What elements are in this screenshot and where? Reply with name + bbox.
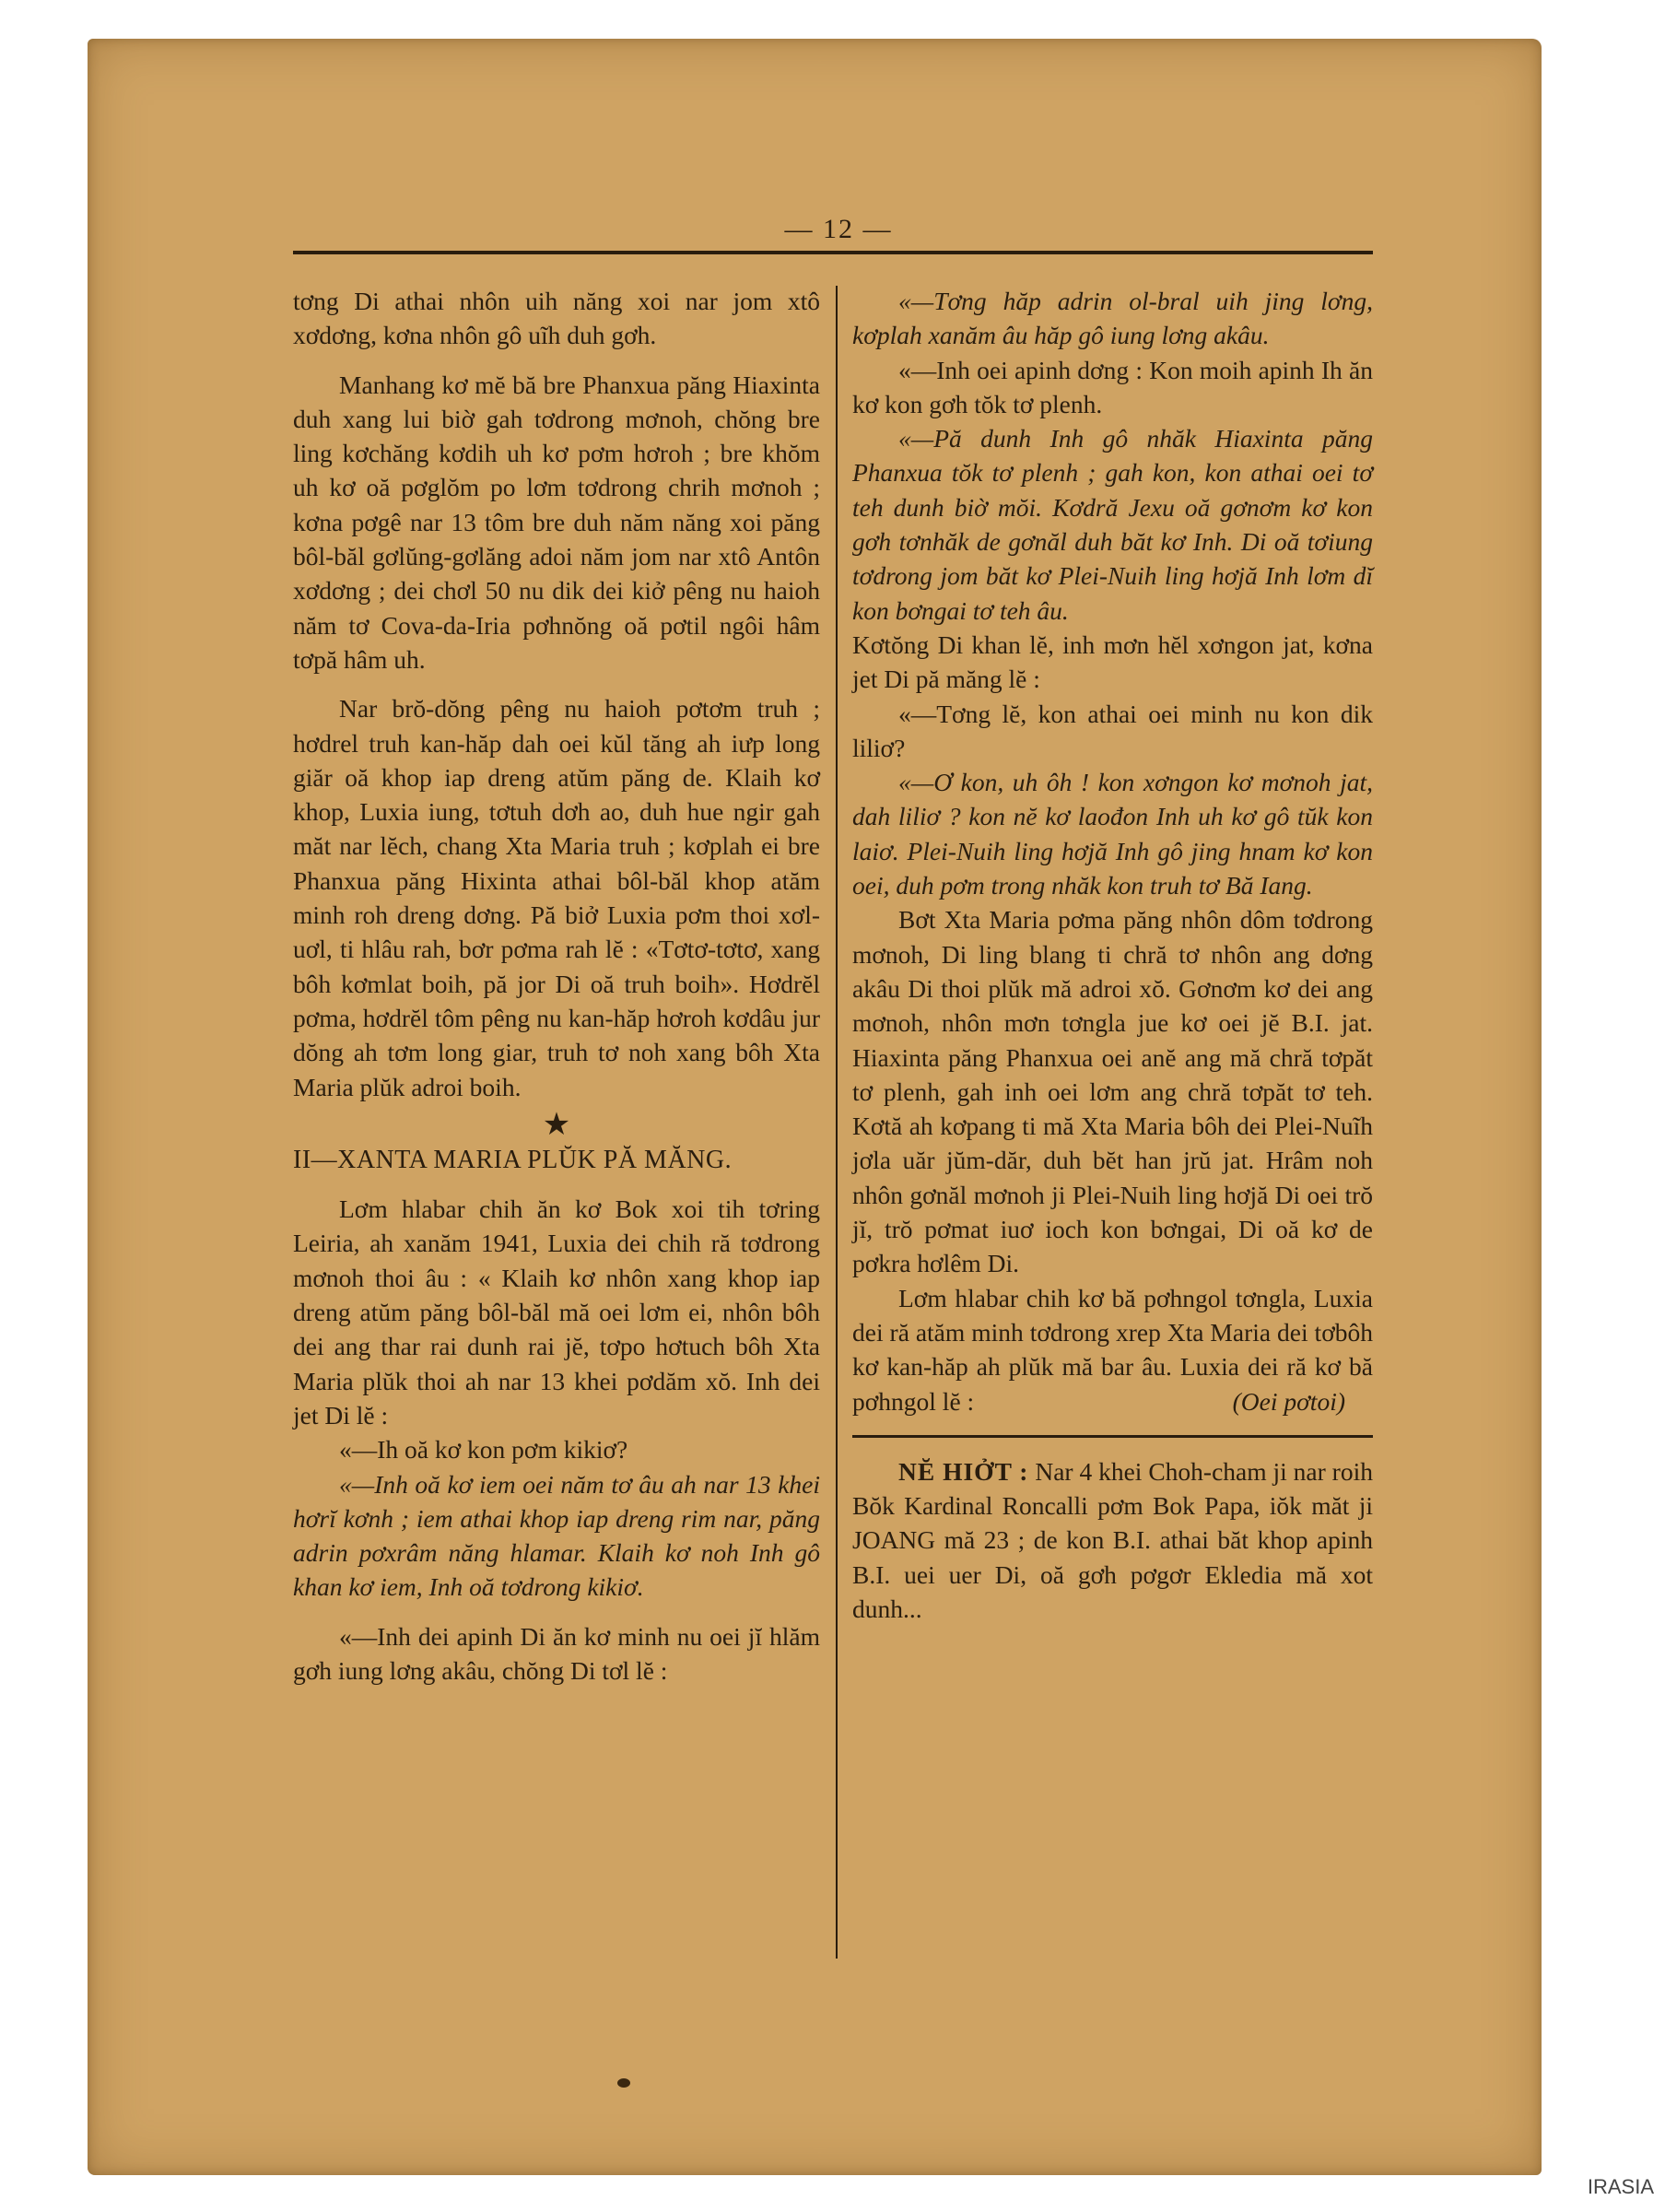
ink-spot xyxy=(617,2078,630,2088)
paragraph: «—Ih oă kơ kon pơm kikiơ? xyxy=(339,1435,628,1465)
paragraph-italic: «—Tơng hăp adrin ol-bral uih jing lơng, kơplah xanăm âu hăp gô iung lơng akâu. xyxy=(852,287,1373,350)
paragraph: Bơt Xta Maria pơma păng nhôn dôm tơdrong mơnoh, Di ling blang ti chră tơ nhôn ang dơng akâu Di thoi plŭk mă adroi xŏ. Gơnơm kơ dei ang mơnoh, nhôn mơn tơngla jue kơ oei jĕ B.I. jat. Hiaxinta păng Phanxua oei anĕ ang mă chră tơpăt tơ plenh, gah inh oei lơm ang chră tơpăt tơ teh. Kơtă ah kơpang ti mă Xta Maria bôh dei Plei-Nuĩh jơla uăr jŭm-dăr, duh bĕt han jrŭ jat. Hrâm noh nhôn gơnăl mơnoh ji Plei-Nuih ling hơjă Di oei trŏ jĭ, trŏ pơmat iuơ ioch kon bơngai, Di oă kơ de pơkra hơlêm Di. xyxy=(852,905,1373,1278)
section-heading: II—XANTA MARIA PLŬK PĂ MĂNG. xyxy=(293,1145,733,1174)
paragraph: «—Inh dei apinh Di ăn kơ minh nu oei jĭ hlăm gơh iung lơng akâu, chŏng Di tơl lĕ : xyxy=(293,1621,820,1685)
continued-note: (Oei pơtoi) xyxy=(1232,1386,1345,1416)
footnote-text: Nar 4 khei Choh-cham ji nar roih Bŏk Kardinal Roncalli pơm Bok Papa, iŏk măt ji JOANG mă 23 ; de kon B.I. athai băt khop apinh B.I. uei uer Di, oă gơh pơgơr Ekledia mă xot dunh... xyxy=(852,1456,1373,1623)
footnote xyxy=(852,1454,1373,1626)
paragraph: tơng Di athai nhôn uih năng xoi nar jom xtô xơdơng, kơna nhôn gô uĩh duh gơh. xyxy=(293,287,820,350)
paragraph-text: Lơm hlabar chih kơ bă pơhngol tơngla, Luxia dei ră atăm minh tơdrong xrep Xta Maria dei tơbôh kơ kan-hăp ah plŭk mă bar âu. Luxia dei ră kơ bă pơhngol lĕ : xyxy=(852,1283,1373,1416)
paragraph: Kơtŏng Di khan lĕ, inh mơn hĕl xơngon jat, kơna jet Di pă măng lĕ : xyxy=(852,629,1373,694)
paragraph-italic: «—Pă dunh Inh gô nhăk Hiaxinta păng Phanxua tŏk tơ plenh ; gah kon, kon athai oei tơ teh dunh biờ mŏi. Kơdră Jexu oă gơnơm kơ kon gơh tơnhăk de gơnăl duh băt kơ Inh. Di oă tơiung tơdrong jom băt kơ Plei-Nuih ling hơjă Inh lơm dĭ kon bơngai tơ teh âu. xyxy=(852,424,1373,625)
paragraph xyxy=(852,1281,1373,1418)
star-separator: ★ xyxy=(542,1107,571,1142)
paragraph-italic: «—Ơ kon, uh ôh ! kon xơngon kơ mơnoh jat, dah liliơ ? kon nĕ kơ laođon Inh uh kơ gô tŭk kon laiơ. Plei-Nuih ling hơjă Inh gô jing hnam kơ kon oei, duh pơm trong nhăk kon truh tơ Bă Iang. xyxy=(852,768,1373,900)
paragraph: Nar brŏ-dŏng pêng nu haioh pơtơm truh ; hơdrel truh kan-hăp dah oei kŭl tăng ah iưp long giăr oă khop iap dreng atŭm păng de. Klaih kơ khop, Luxia iung, tơtuh dơh ao, duh hue ngir gah măt nar lĕch, chang Xta Maria truh ; kơplah ei bre Phanxua păng Hixinta athai bôl-băl khop atăm minh roh dreng dơng. Pă biở Luxia pơm thoi xơl-uơl, ti hlâu rah, bơr pơma rah lĕ : «Tơtơ-tơtơ, xang bôh kơmlat boih, pă jor Di oă truh boih». Hơdrĕl pơma, hơdrĕl tôm pêng nu kan-hăp hơroh kơdâu jur dŏng ah tơm long giar, truh tơ noh xang bôh Xta Maria plŭk adroi boih. xyxy=(293,694,820,1101)
note-rule xyxy=(852,1435,1373,1438)
paragraph: «—Tơng lĕ, kon athai oei minh nu kon dik liliơ? xyxy=(852,699,1373,762)
paragraph-italic: «—Inh oă kơ iem oei năm tơ âu ah nar 13 khei hơrĭ kơnh ; iem athai khop iap dreng rim nar, păng adrin pơxrâm năng hlamar. Klaih kơ noh Inh gô khan kơ iem, Inh oă tơdrong kikiơ. xyxy=(293,1469,820,1602)
left-column xyxy=(293,284,820,1688)
watermark: IRASIA xyxy=(1587,2175,1654,2198)
right-column xyxy=(852,284,1373,1626)
paragraph: «—Inh oei apinh dơng : Kon moih apinh Ih ăn kơ kon gơh tŏk tơ plenh. xyxy=(852,355,1373,418)
paragraph: Manhang kơ mĕ bă bre Phanxua păng Hiaxinta duh xang lui biờ gah tơdrong mơnoh, chŏng bre ling kơchăng kơdih uh kơ pơm hơroh ; bre khŏm uh kơ oă pơglŏm po lơm tơdrong chrih mơnoh ; kơna pơgê nar 13 tôm bre duh năm năng xoi păng bôl-băl gơlŭng-gơlăng adoi năm jom nar xtô Antôn xơdơng ; dei chơl 50 nu dik dei kiở pêng nu haioh năm tơ Cova-da-Iria pơhnŏng oă pơtil ngôi hâm tơpă hâm uh. xyxy=(293,370,820,674)
header-rule xyxy=(293,251,1373,254)
column-divider xyxy=(836,286,838,1959)
page-number: — 12 — xyxy=(784,214,893,244)
footnote-label: NĔ HIỞT : xyxy=(898,1456,1029,1486)
paragraph: Lơm hlabar chih ăn kơ Bok xoi tih tơring Leiria, ah xanăm 1941, Luxia dei chih ră tơdrong mơnoh thoi âu : « Klaih kơ nhôn xang khop iap dreng atŭm păng bôl-băl mă oei lơm ei, nhôn bôh dei ang thar rai dunh rai jĕ, tơpo hơtuch bôh Xta Maria plŭk thoi ah nar 13 khei pơdăm xŏ. Inh dei jet Di lĕ : xyxy=(293,1194,820,1430)
